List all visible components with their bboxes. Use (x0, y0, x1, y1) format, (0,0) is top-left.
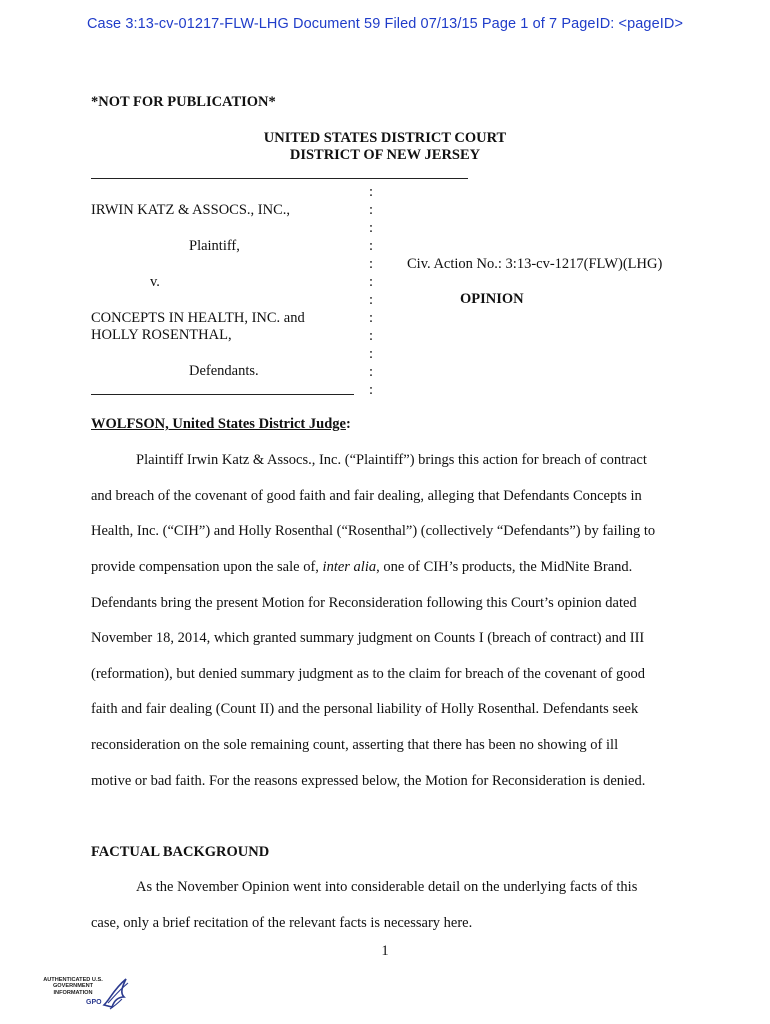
civil-action-number: Civ. Action No.: 3:13-cv-1217(FLW)(LHG) (407, 256, 663, 272)
colon: : (369, 274, 374, 290)
judge-heading-colon: : (345, 416, 351, 432)
factual-background-heading: FACTUAL BACKGROUND (91, 844, 270, 860)
line-text: provide compensation upon the sale of, (91, 559, 323, 575)
defendant-label: Defendants. (189, 363, 259, 379)
colon: : (369, 184, 374, 200)
paragraph-line: faith and fair dealing (Count II) and the personal liability of Holly Rosenthal. Defendants seek (91, 701, 639, 717)
judge-heading (91, 416, 351, 433)
paragraph-line (91, 559, 632, 576)
paragraph-line: As the November Opinion went into considerable detail on the underlying facts of this (136, 879, 638, 895)
colon: : (369, 328, 374, 344)
judge-heading-text: WOLFSON, United States District Judge (91, 416, 346, 432)
page-number: 1 (381, 943, 389, 959)
court-name: UNITED STATES DISTRICT COURT (263, 130, 507, 146)
publication-notice: *NOT FOR PUBLICATION* (91, 94, 276, 110)
colon: : (369, 238, 374, 254)
paragraph-line: November 18, 2014, which granted summary judgment on Counts I (breach of contract) and III (91, 630, 645, 646)
paragraph-line: Defendants bring the present Motion for Reconsideration following this Court’s opinion dated (91, 595, 637, 611)
gpo-logo-text: AUTHENTICATED U.S. GOVERNMENT INFORMATION (43, 977, 103, 996)
italic-phrase: inter alia (322, 559, 377, 575)
eagle-icon (100, 975, 132, 1015)
colon: : (369, 220, 374, 236)
paragraph-line: reconsideration on the sole remaining count, asserting that there has been no showing of ill (91, 737, 619, 753)
paragraph-line: case, only a brief recitation of the relevant facts is necessary here. (91, 915, 473, 931)
colon: : (369, 382, 374, 398)
court-district: DISTRICT OF NEW JERSEY (289, 147, 481, 163)
colon: : (369, 256, 374, 272)
colon: : (369, 364, 374, 380)
defendant-name-line2: HOLLY ROSENTHAL, (91, 327, 232, 343)
gpo-logo-mark: GPO (86, 999, 102, 1006)
colon: : (369, 202, 374, 218)
plaintiff-label: Plaintiff, (189, 238, 240, 254)
paragraph-line: motive or bad faith. For the reasons expressed below, the Motion for Reconsideration is denied. (91, 773, 646, 789)
caption-bottom-rule (91, 394, 354, 395)
colon: : (369, 292, 374, 308)
caption-top-rule (91, 178, 468, 179)
paragraph-line: Plaintiff Irwin Katz & Assocs., Inc. (“Plaintiff”) brings this action for breach of contract (136, 452, 647, 468)
gpo-authentication-logo (42, 975, 132, 1015)
colon: : (369, 346, 374, 362)
defendant-name-line1: CONCEPTS IN HEALTH, INC. and (91, 310, 305, 326)
paragraph-line: and breach of the covenant of good faith and fair dealing, alleging that Defendants Concepts in (91, 488, 642, 504)
line-text: , one of CIH’s products, the MidNite Brand. (376, 559, 633, 575)
case-header: Case 3:13-cv-01217-FLW-LHG Document 59 Filed 07/13/15 Page 1 of 7 PageID: <pageID> (86, 16, 684, 32)
opinion-title: OPINION (460, 291, 524, 307)
paragraph-line: Health, Inc. (“CIH”) and Holly Rosenthal (“Rosenthal”) (collectively “Defendants”) by failing to (91, 523, 656, 539)
colon: : (369, 310, 374, 326)
versus: v. (150, 274, 160, 290)
paragraph-line: (reformation), but denied summary judgment as to the claim for breach of the covenant of good (91, 666, 646, 682)
plaintiff-name: IRWIN KATZ & ASSOCS., INC., (91, 202, 290, 218)
